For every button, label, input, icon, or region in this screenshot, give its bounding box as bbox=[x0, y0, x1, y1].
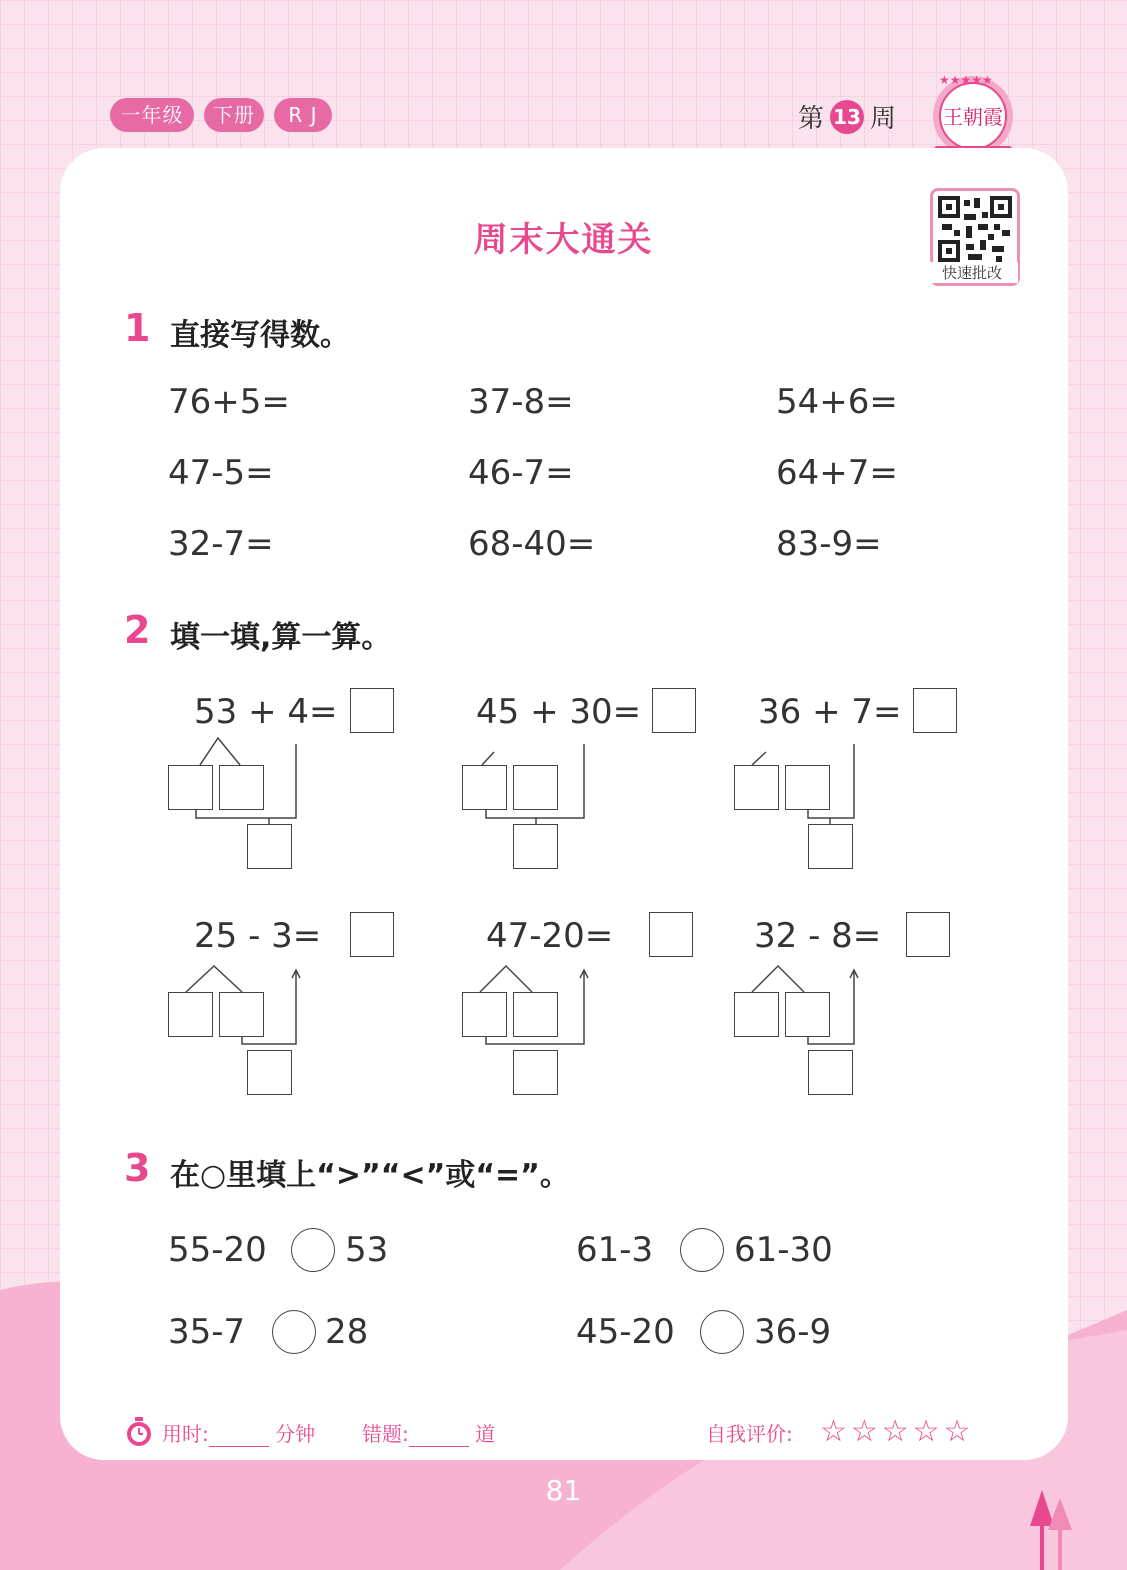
result-box[interactable] bbox=[808, 824, 853, 869]
split-box[interactable] bbox=[734, 765, 779, 810]
q1-equation: 68-40= bbox=[468, 524, 596, 564]
q1-equation: 54+6= bbox=[776, 382, 898, 422]
time-blank[interactable] bbox=[209, 1426, 269, 1447]
q2-equation: 25 - 3= bbox=[194, 916, 322, 956]
split-box[interactable] bbox=[462, 765, 507, 810]
arrow-decoration-icon bbox=[1028, 1490, 1078, 1570]
errors-label: 错题: bbox=[362, 1422, 409, 1446]
result-box[interactable] bbox=[247, 824, 292, 869]
q1-equation: 46-7= bbox=[468, 453, 574, 493]
compare-right: 28 bbox=[325, 1312, 369, 1352]
result-box[interactable] bbox=[513, 824, 558, 869]
compare-left: 61-3 bbox=[576, 1230, 654, 1270]
q1-equation: 47-5= bbox=[168, 453, 274, 493]
result-box[interactable] bbox=[513, 1050, 558, 1095]
split-box[interactable] bbox=[219, 765, 264, 810]
q1-equation: 37-8= bbox=[468, 382, 574, 422]
compare-right: 61-30 bbox=[734, 1230, 833, 1270]
compare-right: 53 bbox=[345, 1230, 389, 1270]
grade-tag: 一年级 bbox=[110, 98, 194, 132]
split-box[interactable] bbox=[785, 765, 830, 810]
q2-equation: 36 + 7= bbox=[758, 692, 902, 732]
split-box[interactable] bbox=[462, 992, 507, 1037]
seal-brand-text: 王朝霞 bbox=[943, 105, 1003, 129]
section-1-title: 直接写得数。 bbox=[170, 318, 350, 353]
q2-equation: 47-20= bbox=[486, 916, 614, 956]
compare-circle[interactable] bbox=[700, 1310, 744, 1354]
result-box[interactable] bbox=[247, 1050, 292, 1095]
split-box[interactable] bbox=[219, 992, 264, 1037]
section-2-number: 2 bbox=[124, 608, 151, 652]
split-box[interactable] bbox=[734, 992, 779, 1037]
section-3-title: 在○里填上“>”“<”或“=”。 bbox=[170, 1158, 570, 1193]
compare-left: 35-7 bbox=[168, 1312, 246, 1352]
answer-box[interactable] bbox=[913, 688, 957, 733]
compare-circle[interactable] bbox=[291, 1228, 335, 1272]
answer-box[interactable] bbox=[652, 688, 696, 733]
q1-equation: 32-7= bbox=[168, 524, 274, 564]
week-number-badge: 13 bbox=[830, 100, 864, 134]
compare-right: 36-9 bbox=[754, 1312, 832, 1352]
answer-box[interactable] bbox=[649, 912, 693, 957]
split-box[interactable] bbox=[513, 992, 558, 1037]
stopwatch-icon bbox=[124, 1416, 154, 1448]
q1-equation: 76+5= bbox=[168, 382, 290, 422]
time-label: 用时: bbox=[162, 1422, 209, 1446]
compare-left: 45-20 bbox=[576, 1312, 675, 1352]
section-2-title: 填一填,算一算。 bbox=[170, 620, 392, 655]
errors-blank[interactable] bbox=[409, 1426, 469, 1447]
section-1-number: 1 bbox=[124, 306, 151, 350]
q1-equation: 83-9= bbox=[776, 524, 882, 564]
rating-stars[interactable]: ☆☆☆☆☆ bbox=[820, 1414, 975, 1449]
answer-box[interactable] bbox=[350, 688, 394, 733]
q1-equation: 64+7= bbox=[776, 453, 898, 493]
compare-circle[interactable] bbox=[680, 1228, 724, 1272]
error-count bbox=[362, 1418, 495, 1447]
week-prefix: 第 bbox=[798, 104, 825, 134]
page-number: 81 bbox=[545, 1474, 582, 1507]
q2-equation: 45 + 30= bbox=[476, 692, 642, 732]
compare-circle[interactable] bbox=[272, 1310, 316, 1354]
q2-equation: 32 - 8= bbox=[754, 916, 882, 956]
compare-left: 55-20 bbox=[168, 1230, 267, 1270]
time-spent bbox=[162, 1418, 315, 1447]
svg-text:★★★★★: ★★★★★ bbox=[939, 73, 993, 87]
split-box[interactable] bbox=[785, 992, 830, 1037]
edition-tag: R J bbox=[274, 98, 332, 132]
self-eval-label: 自我评价: bbox=[706, 1422, 793, 1446]
time-unit: 分钟 bbox=[275, 1422, 316, 1446]
split-box[interactable] bbox=[168, 992, 213, 1037]
week-suffix: 周 bbox=[870, 104, 897, 134]
split-box[interactable] bbox=[168, 765, 213, 810]
qr-label: 快速批改 bbox=[926, 262, 1018, 283]
q2-equation: 53 + 4= bbox=[194, 692, 338, 732]
answer-box[interactable] bbox=[906, 912, 950, 957]
split-box[interactable] bbox=[513, 765, 558, 810]
answer-box[interactable] bbox=[350, 912, 394, 957]
volume-tag: 下册 bbox=[204, 98, 264, 132]
result-box[interactable] bbox=[808, 1050, 853, 1095]
page-title: 周末大通关 bbox=[473, 220, 654, 260]
errors-unit: 道 bbox=[475, 1422, 496, 1446]
section-3-number: 3 bbox=[124, 1146, 151, 1190]
